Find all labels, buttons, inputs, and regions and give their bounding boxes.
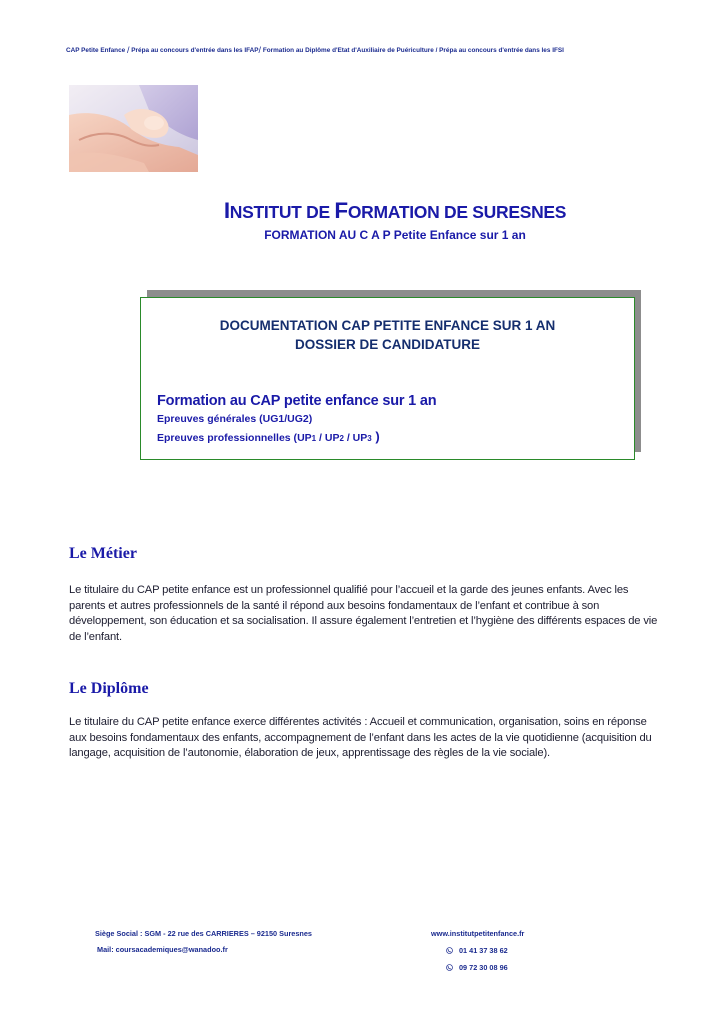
footer-phone-1-number: 01 41 37 38 62: [459, 946, 508, 955]
institute-subtitle: FORMATION AU C A P Petite Enfance sur 1 an: [264, 228, 526, 242]
up-number: 3: [367, 434, 372, 443]
footer-phone-2-number: 09 72 30 08 96: [459, 963, 508, 972]
header-part-dea: Formation au Diplôme d'Etat d'Auxiliaire de Puériculture / Prépa au concours d'entrée dans les IFSI: [262, 47, 564, 54]
up-label: / UP: [343, 432, 368, 444]
institute-title-part: NSTITUT DE: [229, 202, 335, 222]
header-separator: /: [258, 45, 262, 55]
footer-website: www.institutpetitenfance.fr: [431, 929, 525, 938]
section-text-diplome: Le titulaire du CAP petite enfance exerce différentes activités : Accueil et communication, organisation, soins en réponse aux besoins fondamentaux des enfants, accompagnement de l’enfant dans les actes de la vie quotidienne (acquisition du langage, acquisition de l’autonomie, élaboration de jeux, apprentissage des règles de la vie sociale).: [69, 716, 652, 759]
institute-title-initial: F: [334, 198, 348, 223]
epreuves-pro-prefix: Epreuves professionnelles (: [157, 432, 298, 444]
box-heading-dossier: DOSSIER DE CANDIDATURE: [294, 337, 480, 352]
baby-hand-photo: [69, 85, 198, 172]
box-epreuves-generales: Epreuves générales (UG1/UG2): [157, 413, 313, 425]
phone-icon: [446, 964, 453, 971]
up-number: 1: [311, 434, 317, 443]
institute-title: [200, 198, 590, 224]
up-label: UP: [297, 432, 312, 444]
baby-hand-photo-art: [69, 85, 198, 172]
footer-phone-2: [446, 963, 508, 972]
header-part-cap: CAP Petite Enfance: [66, 47, 126, 54]
up-label: / UP: [316, 432, 340, 444]
up-number: 2: [339, 434, 344, 443]
header-part-ifap: Prépa au concours d'entrée dans les IFAP: [131, 47, 259, 54]
document-header: [66, 45, 666, 55]
section-title-metier: Le Métier: [69, 545, 137, 562]
footer-mail: Mail: coursacademiques@wanadoo.fr: [97, 945, 228, 954]
footer-address: Siège Social : SGM - 22 rue des CARRIERES – 92150 Suresnes: [95, 929, 312, 938]
closing-paren: ): [371, 429, 380, 444]
section-text-metier: Le titulaire du CAP petite enfance est un professionnel qualifié pour l’accueil et la garde des jeunes enfants. Avec les parents et autres professionnels de la santé il répond aux besoins fondamentaux de l’enfant et contribue à son développement, son éducation et sa socialisation. Il assure également l’entretien et l’hygiène des différents espaces de vie de l’enfant.: [69, 584, 658, 643]
box-epreuves-professionnelles: [157, 429, 380, 444]
section-title-diplome: Le Diplôme: [69, 680, 149, 697]
header-separator: /: [126, 45, 130, 55]
phone-icon: [446, 947, 453, 954]
box-formation-title: Formation au CAP petite enfance sur 1 an: [157, 393, 437, 409]
footer-phone-1: [446, 946, 508, 955]
box-heading-documentation: DOCUMENTATION CAP PETITE ENFANCE SUR 1 AN: [219, 318, 556, 333]
institute-title-initial: I: [223, 198, 230, 223]
institute-title-part: ORMATION DE SURESNES: [347, 202, 567, 222]
